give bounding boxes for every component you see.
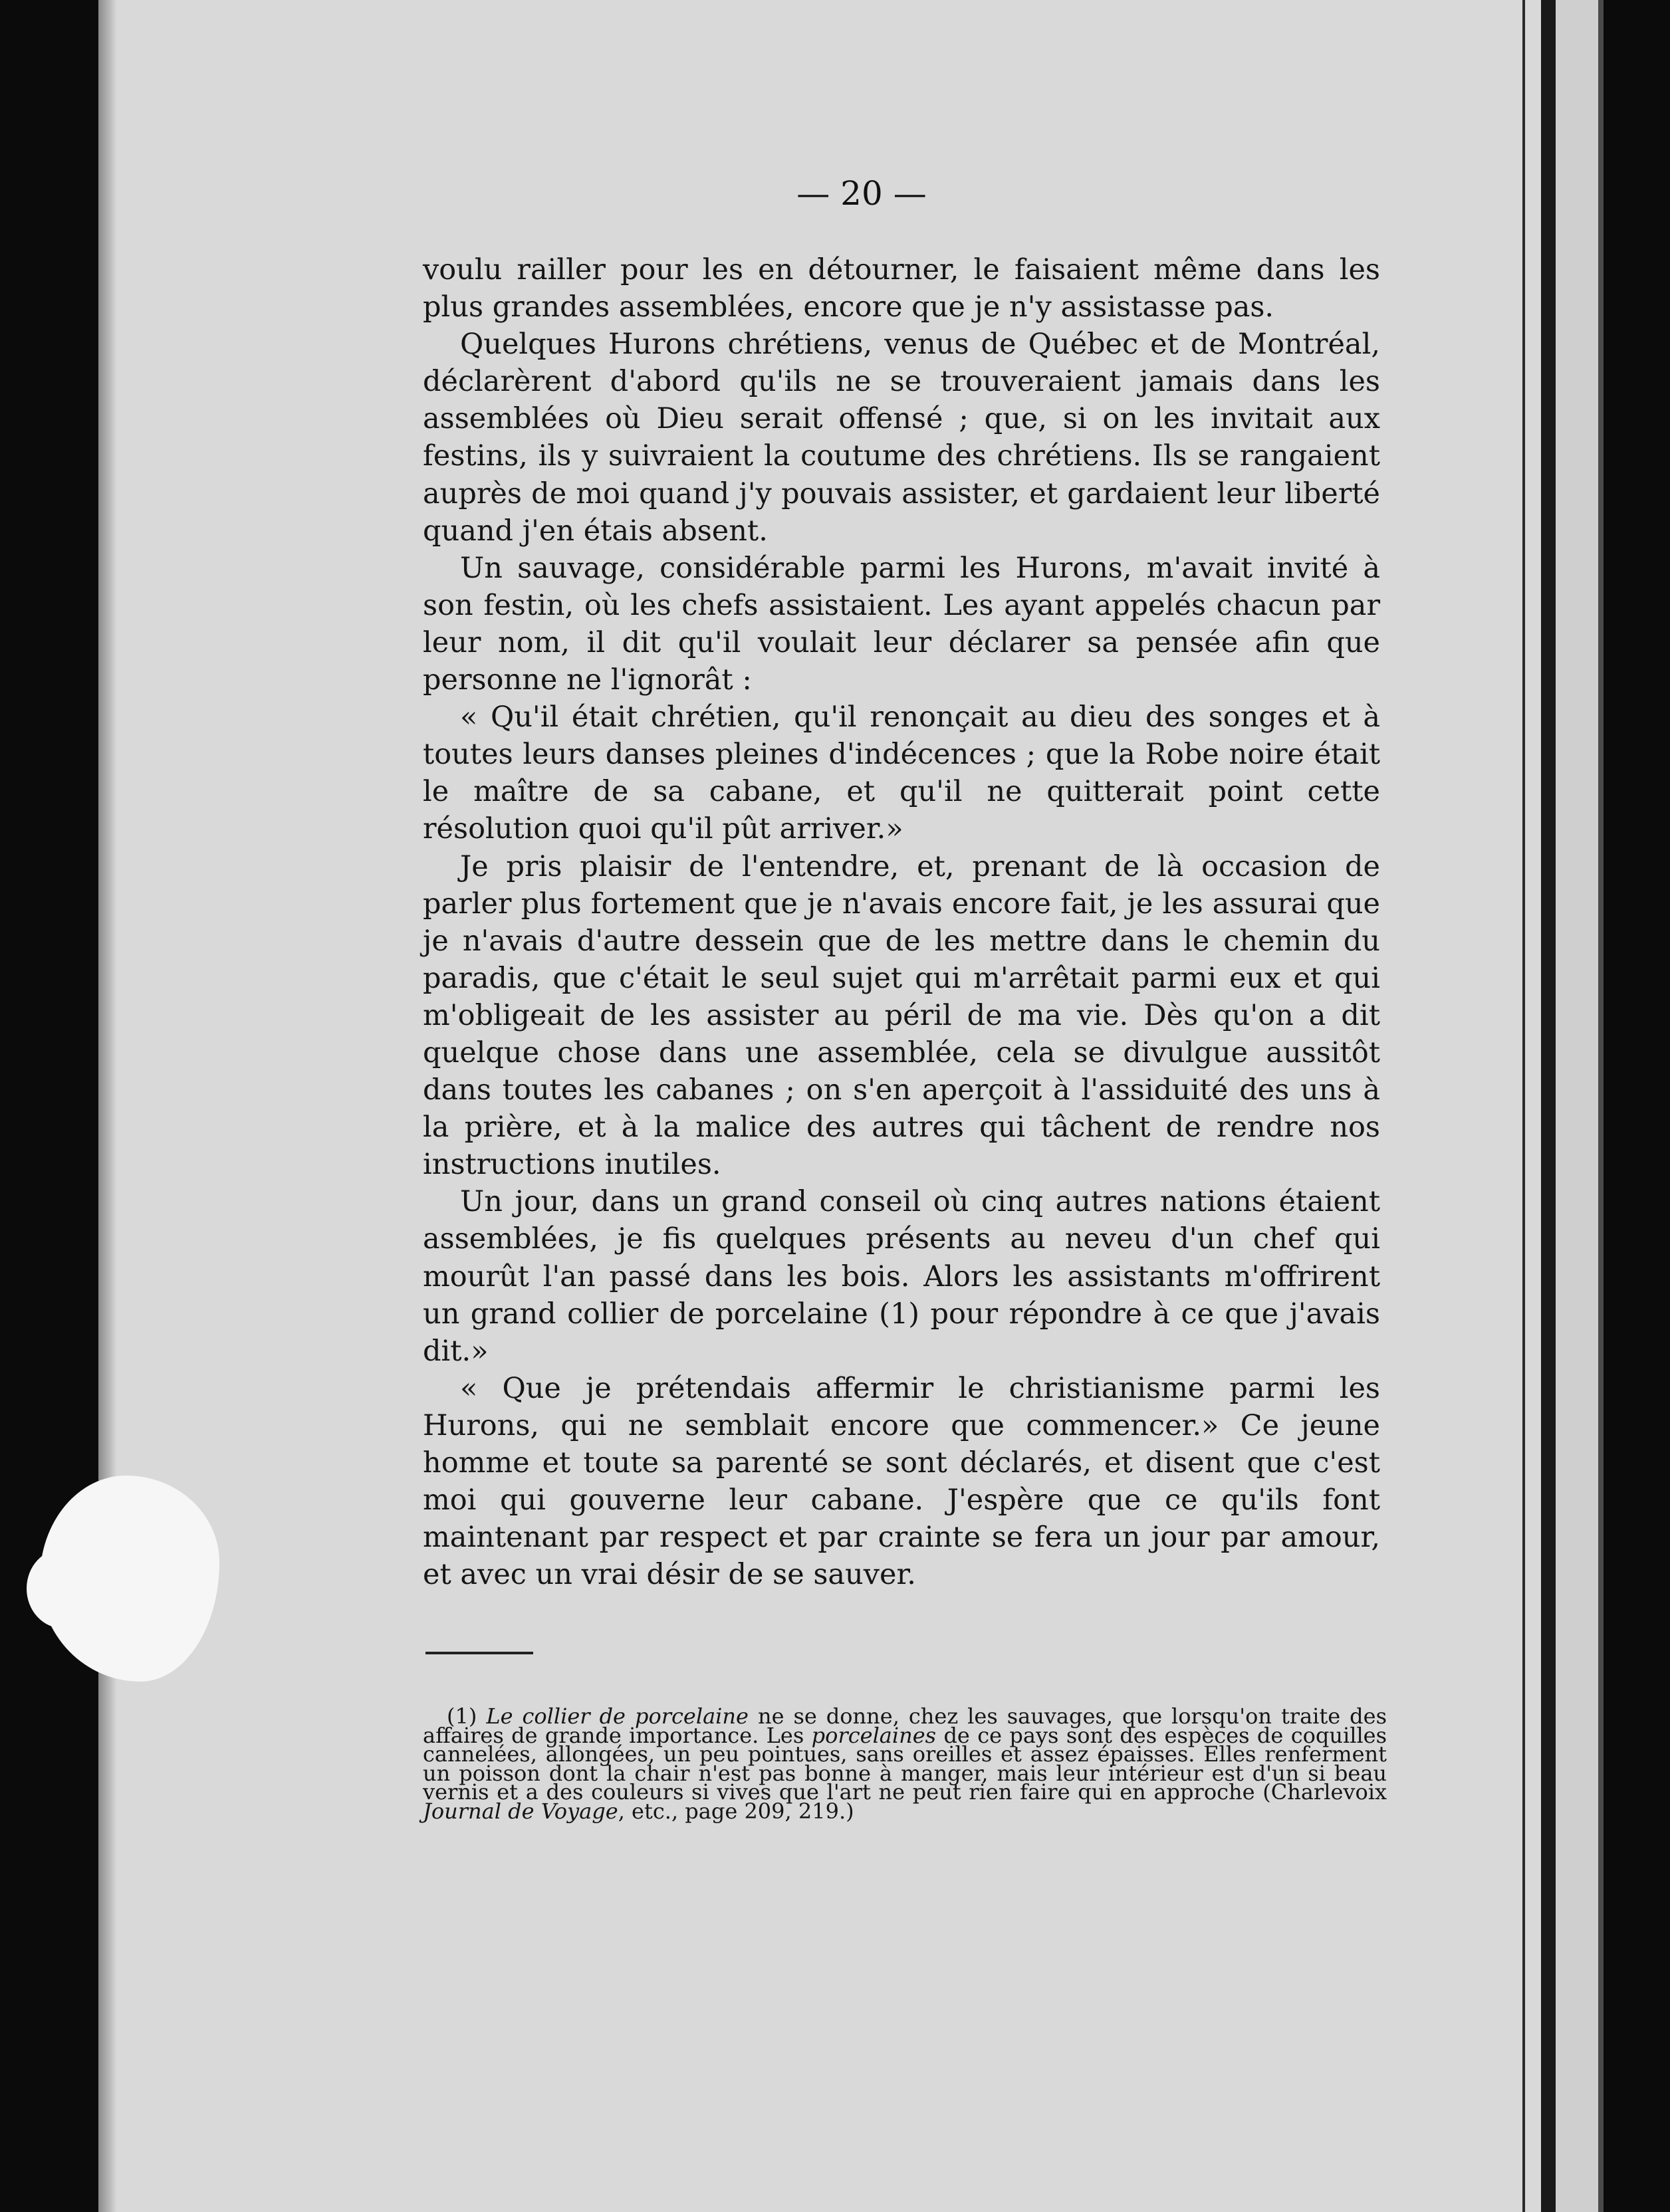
footnote-text: , etc., page 209, 219.) xyxy=(618,1798,854,1824)
footnote-rule xyxy=(425,1652,533,1654)
paragraph: Quelques Hurons chrétiens, venus de Québec et de Montréal, déclarèrent d'abord qu'ils ne se trouveraient jamais dans les assemblées où Dieu serait offensé ; que, si on les invitait aux festins, ils y suivraient la coutume des chrétiens. Ils se rangaient auprès de moi quand j'y pouvais assister, et gardaient leur liberté quand j'en étais absent. xyxy=(423,328,1380,548)
book-gutter xyxy=(1541,0,1556,2212)
paragraph: « Que je prétendais affermir le christianisme parmi les Hurons, qui ne semblait encore que commencer.» Ce jeune homme et toute sa parenté se sont déclarés, et disent que c'est moi qui gouverne leur cabane. J'espère que ce qu'ils font maintenant par respect et par crainte se fera un jour par amour, et avec un vrai désir de se sauver. xyxy=(423,1371,1380,1592)
page-shadow xyxy=(98,0,117,2212)
page-edge-line xyxy=(1522,0,1525,2212)
page-number: — 20 — xyxy=(796,174,927,213)
footnote-source-title: Journal de Voyage xyxy=(423,1798,618,1824)
footnote-marker: (1) xyxy=(447,1704,477,1729)
paragraph: Je pris plaisir de l'entendre, et, prenant de là occasion de parler plus fortement que je n'avais encore fait, je les assurai que je n'avais d'autre dessein que de les mettre dans le chemin du paradis, que c'était le seul sujet qui m'arrêtait parmi eux et qui m'obligeait de les assister au péril de ma vie. Dès qu'on a dit quelque chose dans une assemblée, cela se divulgue aussitôt dans toutes les cabanes ; on s'en aperçoit à l'assiduité des uns à la prière, et à la malice des autres qui tâchent de rendre nos instructions inutiles. xyxy=(423,849,1380,1182)
paragraph: « Qu'il était chrétien, qu'il renonçait au dieu des songes et à toutes leurs danses pleines d'indécences ; que la Robe noire était le maître de sa cabane, et qu'il ne quitterait point cette résolution quoi qu'il pût arriver.» xyxy=(423,701,1380,846)
facing-page-edge xyxy=(1598,0,1604,2212)
footnote-italic-term: porcelaines xyxy=(811,1722,937,1748)
paragraph: Un jour, dans un grand conseil où cinq autres nations étaient assemblées, je fis quelques présents au neveu d'un chef qui mourût l'an passé dans les bois. Alors les assistants m'offrirent un grand collier de porcelaine (1) pour répondre à ce que j'avais dit.» xyxy=(423,1185,1380,1368)
paragraph: Un sauvage, considérable parmi les Hurons, m'avait invité à son festin, où les chefs assistaient. Les ayant appelés chacun par leur nom, il dit qu'il voulait leur déclarer sa pensée afin que personne ne l'ignorât : xyxy=(423,551,1380,697)
footnote-text: de ce pays sont des espèces de coquilles cannelées, allongées, un peu pointues, sans oreilles et assez épaisses. Elles renferment un poisson dont la chair n'est pas bonne à manger, mais leur intérieur est d'un si beau vernis et a des couleurs si vives que l'art ne peut rien faire qui en approche (Charlevoix xyxy=(423,1722,1387,1805)
body-text xyxy=(423,251,1380,1593)
footnote-text: ne se donne, chez les sauvages, que lorsqu'on traite des affaires de grande importance. Les xyxy=(423,1704,1387,1748)
paragraph: voulu railler pour les en détourner, le faisaient même dans les plus grandes assemblées, encore que je n'y assistasse pas. xyxy=(423,253,1380,324)
footnote-paragraph xyxy=(423,1704,1387,1824)
white-stain-small xyxy=(27,1549,100,1628)
footnote xyxy=(423,1704,1387,1824)
facing-page-strip xyxy=(1556,0,1598,2212)
footnote-italic-lead: Le collier de porcelaine xyxy=(486,1704,749,1729)
